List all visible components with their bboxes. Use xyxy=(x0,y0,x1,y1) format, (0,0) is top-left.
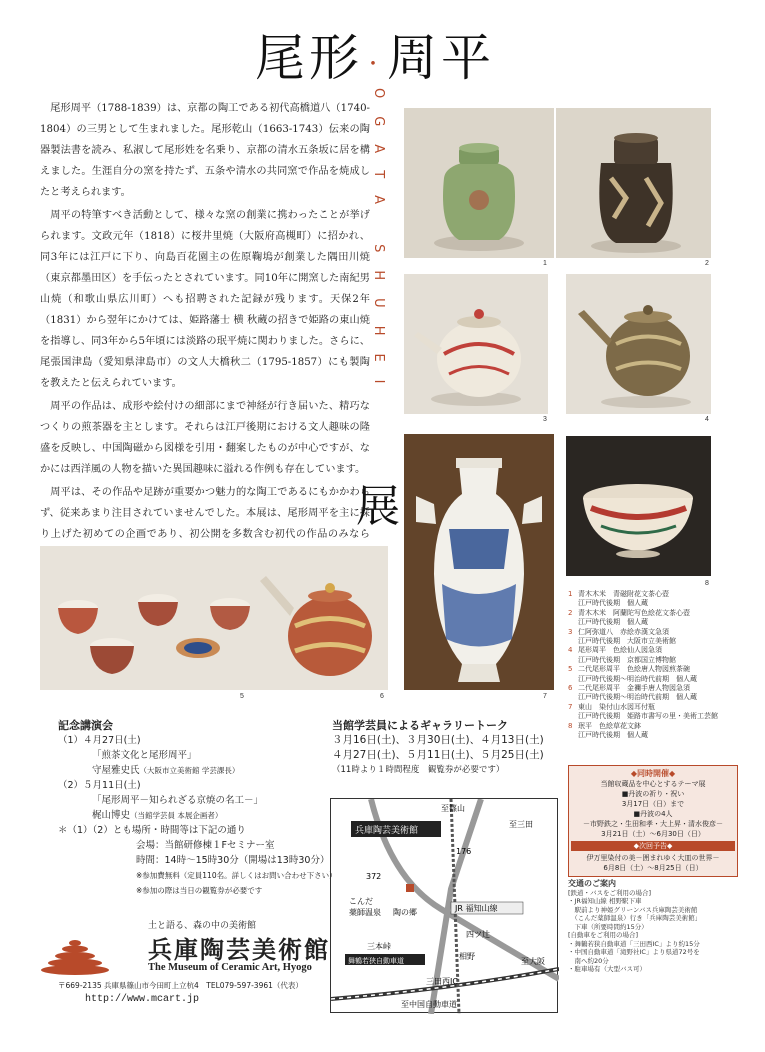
photo-number: 7 xyxy=(543,693,547,700)
caption-detail: 江戸時代後期 京都国立博物館 xyxy=(578,655,676,664)
lecture-fee: ※参加費無料（定員110名。詳しくはお問い合わせ下さい） xyxy=(136,871,337,880)
intro-text xyxy=(40,98,370,589)
map-label: 薬師温泉 xyxy=(349,908,381,917)
caption-title: 珉平 色絵草花文鉢 xyxy=(578,721,641,730)
info-text: －市野鉄之・生田和孝・大上昇・清水俊彦－ xyxy=(583,820,723,828)
lecture-time: 時間：14時〜15時30分（開場は13時30分） xyxy=(136,855,330,866)
map-label: 176 xyxy=(456,847,472,856)
access-line: 下車（所要時間約15分） xyxy=(568,922,648,931)
info-heading: ◆同時開催◆ xyxy=(630,769,676,778)
photo-tea-set xyxy=(40,546,388,690)
speaker-affiliation: （当館学芸員 本展企画者） xyxy=(130,811,223,820)
romaji-title: OGATA SHUHEI xyxy=(371,88,386,402)
museum-tagline: 土と語る、森の中の美術館 xyxy=(148,921,257,931)
intro-paragraph: 周平は、その作品や足跡が重要かつ魅力的な陶工であるにもかかわらず、従来あまり注目されていませんでした。本展は、尾形周平を主に採り上げた初めての企画であり、初公開を多数含む初代の作品のみなら xyxy=(40,487,370,540)
info-text: 伊万里染付の美－囲まれゆく大皿の世界－ xyxy=(586,854,720,862)
photo-number: 6 xyxy=(380,693,384,700)
caption-detail: 江戸時代後期 個人蔵 xyxy=(578,731,648,740)
intro-paragraph: 尾形周平（1788-1839）は、京都の陶工である初代高橋道八（1740-1804）の三男として生まれました。尾形乾山（1663-1743）伝来の陶器製法書を読み、私淑して尾形姓を名乗り、京都の清水五条坂に居を構えました。生涯自分の窯を持たず、五条や清水の共同窯で作品を焼成したと考えられます。 xyxy=(40,103,370,198)
caption-row xyxy=(568,703,748,722)
access-line: ・JR福知山線 相野駅下車 xyxy=(568,897,642,905)
access-heading: 交通のご案内 xyxy=(568,879,616,888)
info-text: 当館収蔵品を中心とするテーマ展 xyxy=(600,780,706,788)
speaker-affiliation: （大阪市立美術館 学芸課長） xyxy=(139,766,240,775)
title-part2: 周平 xyxy=(387,29,495,87)
info-text: 6月8日（土）〜8月25日（日） xyxy=(603,864,703,872)
photo-number: 1 xyxy=(543,260,547,267)
access-line: 駅前より神姫グリーンバス兵庫陶芸美術館 xyxy=(568,905,698,914)
caption-row xyxy=(568,628,748,647)
caption-number: 2 xyxy=(568,608,573,617)
photo-number: 2 xyxy=(705,260,709,267)
exhibition-title xyxy=(255,18,555,88)
access-line: ・駐車場有（大型バス可） xyxy=(568,965,646,973)
museum-block xyxy=(40,918,340,1018)
caption-row xyxy=(568,609,748,628)
museum-name: 兵庫陶芸美術館 xyxy=(148,935,330,964)
map-label: こんだ xyxy=(349,897,373,906)
caption-row xyxy=(568,590,748,609)
caption-detail: 江戸時代後期 個人蔵 xyxy=(578,599,648,608)
info-text: 3月17日（日）まで xyxy=(621,800,685,808)
photo-teapot-red xyxy=(404,274,548,414)
lecture-2-title: 「尾形周平－知られざる京焼の名工－」 xyxy=(92,795,264,806)
caption-detail: 江戸時代後期 姫路市書写の里・美術工芸館 xyxy=(578,712,718,721)
caption-row xyxy=(568,665,748,684)
caption-number: 4 xyxy=(568,646,573,655)
lecture-1-speaker xyxy=(58,763,353,778)
caption-title: 東山 染付山水図耳付瓶 xyxy=(578,702,655,711)
caption-row xyxy=(568,722,748,741)
speaker-name: 守屋雅史氏 xyxy=(92,765,140,776)
caption-number: 1 xyxy=(568,590,573,598)
gallery-talk-dates: ３月16日(土)、３月30日(土)、４月13日(土) xyxy=(332,734,544,746)
gallery-talk-dates: ４月27日(土)、５月11日(土)、５月25日(土) xyxy=(332,749,544,761)
caption-title: 尾形周平 色絵仙人図急須 xyxy=(578,646,662,655)
lecture-1-title: 「煎茶文化と尾形周平」 xyxy=(92,750,197,761)
lecture-2-date: （2）５月11日(土) xyxy=(58,780,141,791)
gallery-talk-heading: 当館学芸員によるギャラリートーク xyxy=(332,719,508,732)
lecture-1-date: （1）４月27日(土) xyxy=(58,735,141,746)
gallery-talk-note: （11時より１時間程度 観覧券が必要です） xyxy=(332,765,505,775)
caption-number: 6 xyxy=(568,684,573,693)
photo-number: 4 xyxy=(705,416,709,423)
exhibition-suffix: 展 xyxy=(356,481,400,532)
lecture-venue: 会場：当館研修棟１Fセミナー室 xyxy=(136,840,275,851)
museum-logo-icon xyxy=(40,936,110,976)
museum-name-english: The Museum of Ceramic Art, Hyogo xyxy=(148,962,312,973)
lecture-fee: ※参加の際は当日の観覧券が必要です xyxy=(136,886,263,895)
photo-number: 3 xyxy=(543,416,547,423)
caption-row xyxy=(568,646,748,665)
lecture-note: ＊（1）（2）とも場所・時間等は下記の通り xyxy=(58,825,246,836)
map-label: 至三田 xyxy=(509,820,533,829)
caption-number: 7 xyxy=(568,702,573,711)
museum-address: 〒669-2135 兵庫県篠山市今田町上立杭4 TEL079-597-3961（代表） xyxy=(58,981,303,990)
map-label: 陶の郷 xyxy=(393,908,417,917)
speaker-name: 梶山博史 xyxy=(92,810,131,821)
caption-detail: 江戸時代後期 大阪市立美術館 xyxy=(578,637,676,646)
caption-number: 3 xyxy=(568,627,573,636)
access-line: [自動車をご利用の場合] xyxy=(568,931,639,939)
map-label: 四ツ辻 xyxy=(466,930,490,939)
photo-jar-celadon xyxy=(404,108,554,258)
info-text: ■丹波の4人 xyxy=(633,810,673,818)
title-part1: 尾形 xyxy=(255,29,363,87)
info-text: 3月21日（土）〜6月30日（日） xyxy=(601,830,705,838)
caption-number: 8 xyxy=(568,721,573,730)
map-museum-label: 兵庫陶芸美術館 xyxy=(355,826,419,836)
photo-number: 5 xyxy=(240,693,244,700)
map-label: 至篠山 xyxy=(441,804,465,813)
map-label: 至大阪 xyxy=(521,957,545,966)
map-label: 三田西IC xyxy=(426,977,458,986)
caption-row xyxy=(568,684,748,703)
caption-detail: 江戸時代後期〜明治時代前期 個人蔵 xyxy=(578,693,697,702)
info-text: ■丹波の祈り・祝い xyxy=(621,790,685,798)
caption-detail: 江戸時代後期〜明治時代前期 個人蔵 xyxy=(578,674,697,683)
title-dot: ・ xyxy=(363,51,387,76)
caption-title: 青木木米 阿蘭陀写色絵花文茶心壺 xyxy=(578,608,690,617)
caption-title: 二代尾形周平 色絵唐人物図煎茶碗 xyxy=(578,665,690,674)
museum-url[interactable]: http://www.mcart.jp xyxy=(85,994,200,1005)
intro-paragraph: 周平の特筆すべき活動として、様々な窯の創業に携わったことが挙げられます。文政元年（1818）に桜井里焼（大阪府高槻町）に招かれ、同3年には江戸に下り、向島百花園主の佐原鞠塢が創業した隅田川焼（東京都墨田区）を手伝ったとされています。同10年に開窯した南紀男山焼（和歌山県広川町）へも招聘された記録が残ります。天保2年（1831）から翌年にかけては、姫路藩士 横 秋蔵の招きで姫路の東山焼を指導し、同3年から5年頃には淡路の珉平焼に関わりました。さらに、尾張国津島（愛知県津島市）の文人大橋秋二（1795-1857）にも製陶を教えたと伝えられています。 xyxy=(40,210,370,389)
access-line: ・舞鶴若狭自動車道「三田西IC」より約15分 xyxy=(568,939,700,948)
photo-bowl xyxy=(566,436,711,576)
caption-title: 二代尾形周平 金襴手唐人物図急須 xyxy=(578,684,690,693)
info-box xyxy=(568,765,738,877)
access-line: 南へ約20分 xyxy=(568,956,609,965)
gallery-talk-section xyxy=(332,718,562,778)
map-label: 舞鶴若狭自動車道 xyxy=(348,957,404,965)
info-heading: ◆次回予告◆ xyxy=(571,841,735,851)
access-info xyxy=(568,880,748,974)
photo-number: 8 xyxy=(705,580,709,587)
lecture-2-speaker xyxy=(58,808,353,823)
photo-jar-dark xyxy=(556,108,711,258)
caption-number: 5 xyxy=(568,665,573,674)
access-line: [鉄道・バスをご利用の場合] xyxy=(568,888,652,897)
caption-title: 仁阿弥道八 赤絵赤漢文急須 xyxy=(578,627,669,636)
map-label: JR 福知山線 xyxy=(455,904,498,913)
photo-teapot-figures xyxy=(566,274,711,414)
map-label: 至中国自動車道 xyxy=(401,1000,457,1009)
access-map xyxy=(330,798,558,1013)
map-label: 三本峠 xyxy=(367,942,391,951)
map-label: 372 xyxy=(366,872,382,881)
access-line: ・中国自動車道「滝野社IC」より県道72号を xyxy=(568,948,700,956)
access-line: （こんだ薬師温泉）行き「兵庫陶芸美術館」 xyxy=(568,914,702,922)
caption-title: 青木木米 青磁附花文茶心壺 xyxy=(578,590,669,598)
caption-detail: 江戸時代後期 個人蔵 xyxy=(578,618,648,627)
museum-marker xyxy=(406,884,414,892)
photo-vase-blue xyxy=(404,434,554,690)
photo-captions xyxy=(568,590,748,741)
lecture-heading: 記念講演会 xyxy=(58,719,113,732)
intro-paragraph: 周平の作品は、成形や絵付けの細部にまで神経が行き届いた、精巧なつくりの煎茶器を主とします。それらは江戸後期における文人趣味の隆盛を反映し、中国陶磁から図様を引用・翻案したものが中心ですが、なかには西洋風の人物を描いた異国趣味に溢れる作例も存在しています。 xyxy=(40,401,370,475)
map-label: 相野 xyxy=(459,952,475,961)
lecture-section xyxy=(58,718,353,898)
